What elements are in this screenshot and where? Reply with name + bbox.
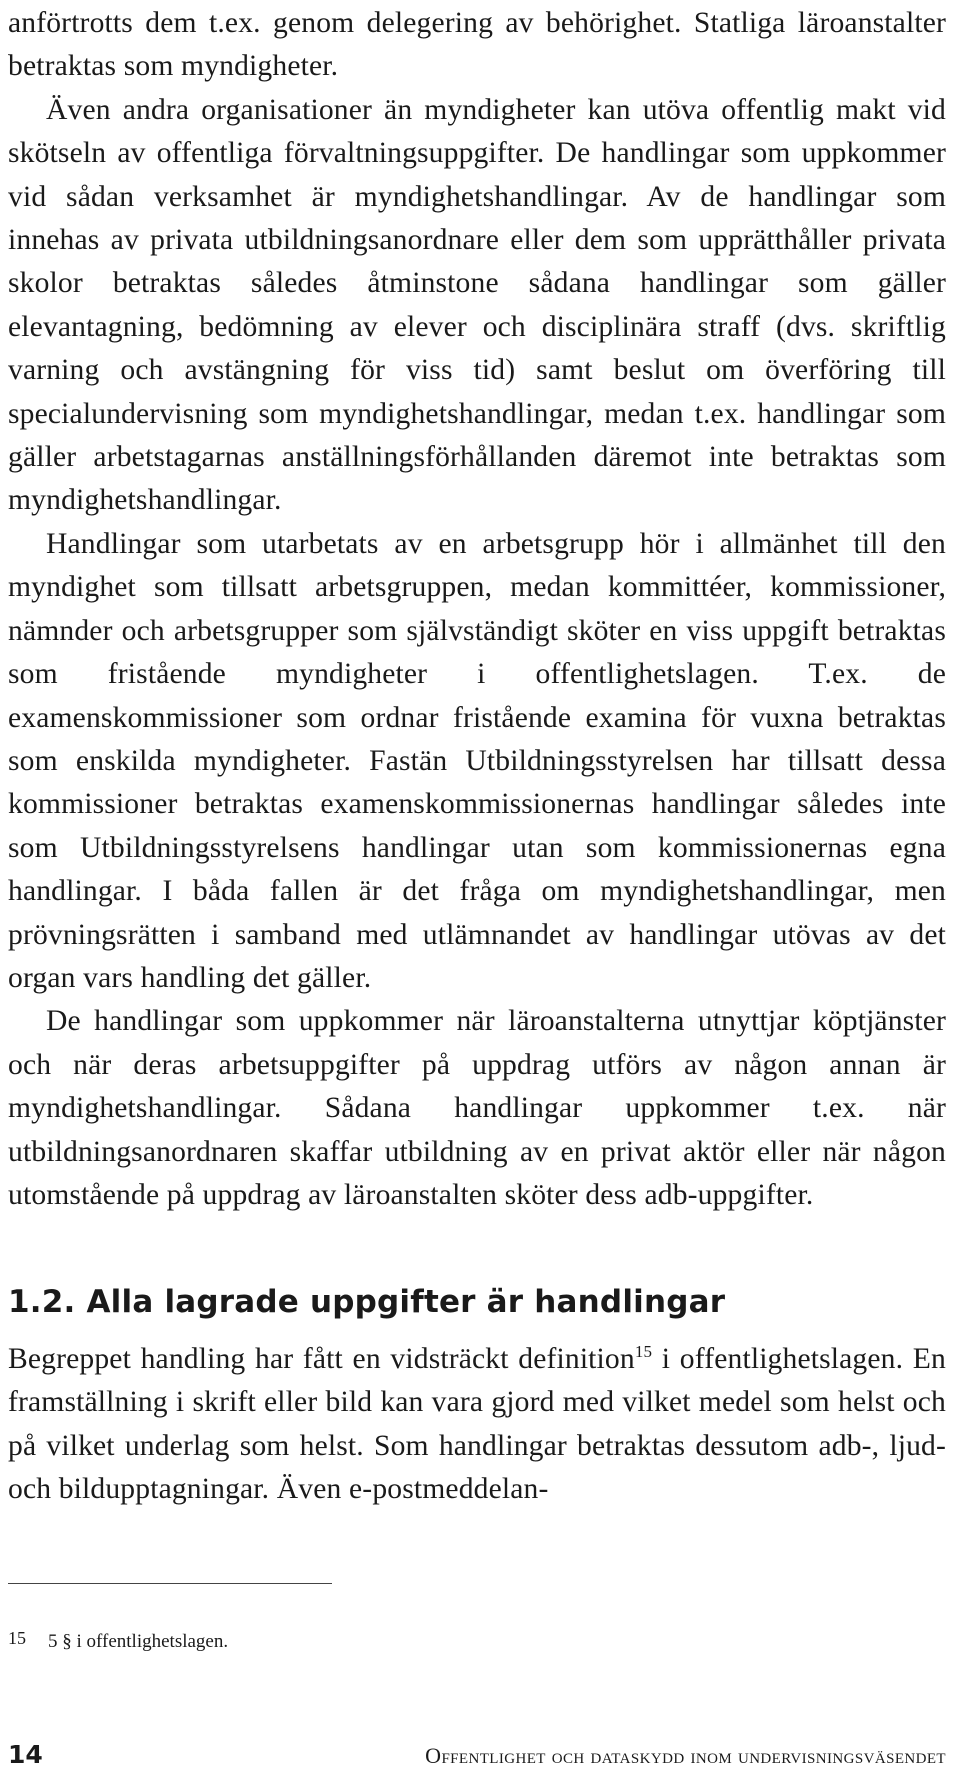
paragraph: Även andra organisationer än myndigheter kan utöva offentlig makt vid skötseln av offentliga förvaltningsuppgifter. De handlingar som uppkommer vid sådan verksamhet är myndighetshandlingar. Av de handlingar som innehas av privata utbildningsanordnare eller dem som upprätthåller privata skolor betraktas således åtminstone sådana handlingar som gäller elevantagning, bedömning av elever och disciplinära straff (dvs. skriftlig varning och avstängning för viss tid) samt beslut om överföring till specialundervisning som myndighetshandlingar, medan t.ex. handlingar som gäller arbetstagarnas anställningsförhållanden däremot inte betraktas som myndighetshandlingar. bbox=[8, 93, 946, 517]
footnote bbox=[8, 1630, 228, 1654]
footnote-reference: 15 bbox=[634, 1342, 653, 1362]
paragraph: De handlingar som uppkommer när läroanstalterna utnyttjar köptjänster och när deras arbetsuppgifter på uppdrag utförs av någon annan är myndighetshandlingar. Sådana handlingar uppkommer t.ex. när utbildningsanordnaren skaffar utbildning av en privat aktör eller när någon utomstående på uppdrag av läroanstalten sköter dess adb-uppgifter. bbox=[8, 1005, 946, 1211]
footnote-number: 15 bbox=[8, 1628, 26, 1648]
body-text bbox=[8, 2, 946, 1217]
paragraph: anförtrotts dem t.ex. genom delegering av behörighet. Statliga läroanstalter betraktas som myndigheter. bbox=[8, 7, 946, 83]
footnote-text: 5 § i offentlighetslagen. bbox=[48, 1631, 229, 1652]
running-footer-title: Offentlighet och dataskydd inom undervisningsväsendet bbox=[425, 1743, 946, 1768]
section-text-before-ref: Begreppet handling har fått en vidsträckt definition bbox=[8, 1343, 635, 1375]
footnote-divider bbox=[8, 1583, 332, 1584]
page-number: 14 bbox=[8, 1740, 43, 1769]
section-text-after-ref: i offentlighetslagen. En framställning i skrift eller bild kan vara gjord med vilket medel som helst och på vilket underlag som helst. Som handlingar betraktas dessutom adb-, ljud- och bildupptagningar. Även e-postmeddelan- bbox=[8, 1343, 946, 1506]
section-heading: 1.2. Alla lagrade uppgifter är handlingar bbox=[8, 1284, 726, 1320]
section-paragraph bbox=[8, 1338, 946, 1512]
paragraph: Handlingar som utarbetats av en arbetsgrupp hör i allmänhet till den myndighet som tillsatt arbetsgruppen, medan kommittéer, kommissioner, nämnder och arbetsgrupper som självständigt sköter en viss uppgift betraktas som fristående myndigheter i offentlighetslagen. T.ex. de examenskommissioner som ordnar fristående examina för vuxna betraktas som enskilda myndigheter. Fastän Utbildningsstyrelsen har tillsatt dessa kommissioner betraktas examenskommissionernas handlingar således inte som Utbildningsstyrelsens handlingar utan som kommissionernas egna handlingar. I båda fallen är det fråga om myndighetshandlingar, men prövningsrätten i samband med utlämnandet av handlingar utövas av det organ vars handling det gäller. bbox=[8, 527, 946, 994]
section-body bbox=[8, 1338, 946, 1512]
